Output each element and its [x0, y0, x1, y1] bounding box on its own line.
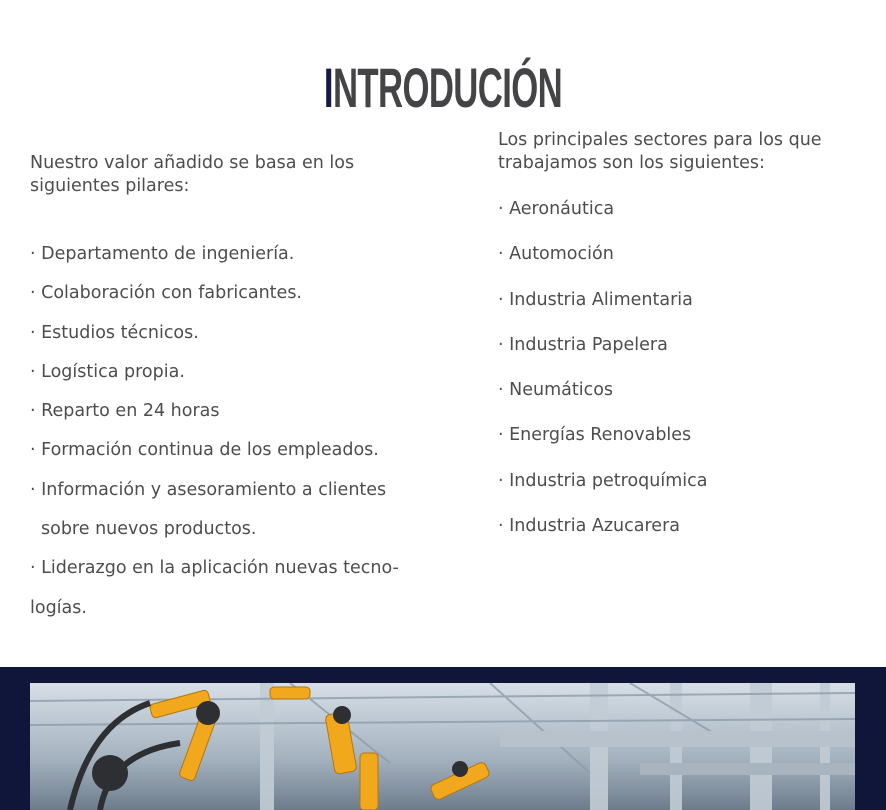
list-item: · Industria Azucarera [498, 516, 680, 537]
list-item: · Industria petroquímica [498, 470, 708, 491]
list-item: · Industria Papelera [498, 334, 668, 355]
list-item: · Energías Renovables [498, 425, 692, 446]
pillars-intro: Nuestro valor añadido se basa en los siguientes pilares: [30, 153, 355, 196]
list-item: · Estudios técnicos. [30, 322, 199, 343]
title-rest: NTRODUCIÓN [332, 55, 563, 119]
list-item: · Colaboración con fabricantes. [30, 283, 302, 304]
list-item: · Neumáticos [498, 380, 614, 401]
list-item: · Logística propia. [30, 361, 185, 382]
list-item: · Reparto en 24 horas [30, 401, 220, 422]
list-item-continuation: logías. [30, 597, 87, 618]
title-initial: I [323, 55, 333, 119]
sectors-intro: Los principales sectores para los que trabajamos son los siguientes: [498, 130, 822, 173]
pillars-list [30, 235, 410, 628]
sectors-column [498, 129, 858, 549]
factory-robots-image [30, 683, 855, 810]
page-title [168, 55, 717, 119]
factory-illustration [30, 683, 855, 810]
list-item: · Aeronáutica [498, 199, 615, 219]
continuation-text: sobre nuevos productos. [41, 519, 257, 540]
list-item: · Departamento de ingeniería. [30, 244, 295, 264]
list-item: · Industria Alimentaria [498, 289, 693, 310]
list-item: · Liderazgo en la aplicación nuevas tecno- [30, 558, 399, 579]
list-item: · Formación continua de los empleados. [30, 440, 379, 461]
list-item: · Automoción [498, 244, 614, 265]
pillars-column [30, 152, 410, 628]
sectors-list [498, 187, 858, 549]
list-item-continuation [30, 510, 410, 549]
list-item: · Información y asesoramiento a clientes [30, 479, 387, 500]
